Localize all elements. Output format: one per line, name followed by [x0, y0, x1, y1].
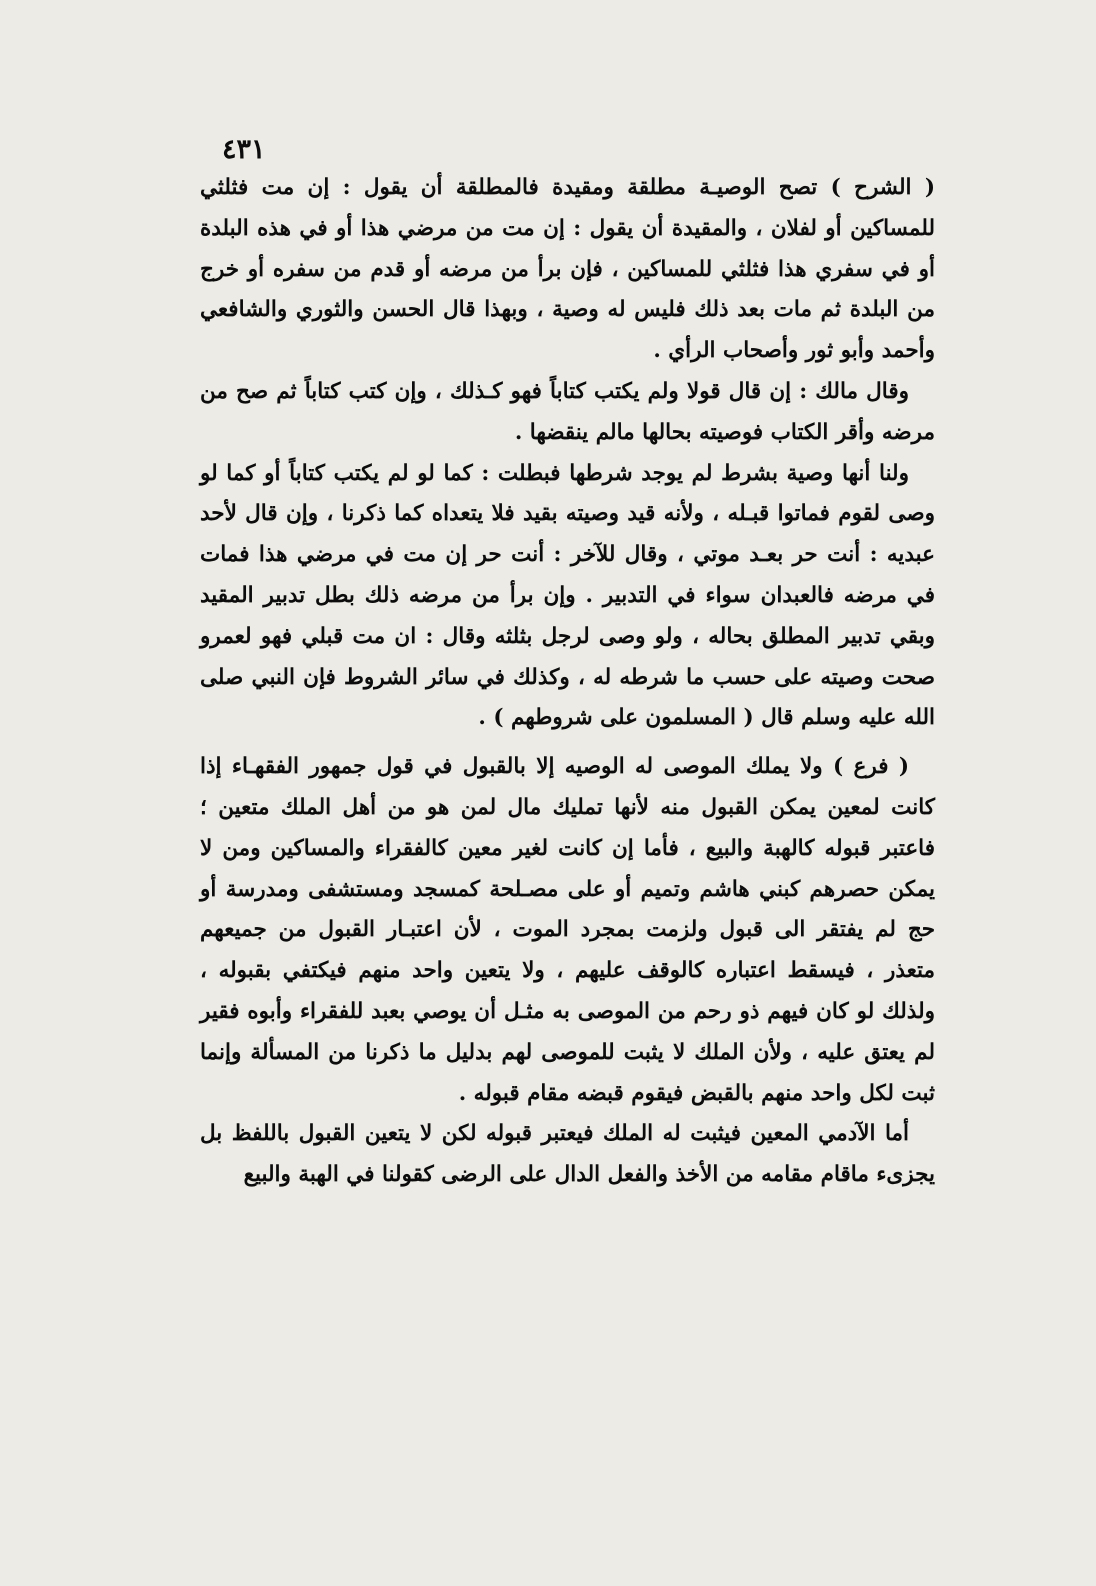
paragraph-adami: أما الآدمي المعين فيثبت له الملك فيعتبر قبوله لكن لا يتعين القبول باللفظ بل يجزىء ماقام مقامه من الأخذ والفعل الدال على الرضى كقولنا في الهبة والبيع	[200, 1121, 935, 1188]
paragraph-far: ( فرع ) ولا يملك الموصى له الوصيه إلا بالقبول في قول جمهور الفقهـاء إذا كانت لمعين يمكن القبول منه لأنها تمليك مال لمن هو من أهل الملك متعين ؛ فاعتبر قبوله كالهبة والبيع ، فأما إن كانت لغير معين كالفقراء والمساكين ومن لا يمكن حصرهم كبني هاشم وتميم أو على مصـلحة كمسجد ومستشفى ومدرسة أو حج لم يفتقر الى قبول ولزمت بمجرد الموت ، لأن اعتبـار القبول من جميعهم متعذر ، فيسقط اعتباره كالوقف عليهم ، ولا يتعين واحد منهم فيكتفي بقبوله ، ولذلك لو كان فيهم ذو رحم من الموصى به مثـل أن يوصي بعبد للفقراء وأبوه فقير لم يعتق عليه ، ولأن الملك لا يثبت للموصى لهم بدليل ما ذكرنا من المسألة وإنما ثبت لكل واحد منهم بالقبض فيقوم قبضه مقام قبوله .	[200, 754, 935, 1106]
page-number: ٤٣١	[222, 134, 266, 165]
body-text	[200, 168, 935, 1196]
paragraph-sharh: ( الشرح ) تصح الوصيـة مطلقة ومقيدة فالمطلقة أن يقول : إن مت فثلثي للمساكين أو لفلان ، والمقيدة أن يقول : إن مت من مرضي هذا أو في هذه البلدة أو في سفري هذا فثلثي للمساكين ، فإن برأ من مرضه أو قدم من سفره أو خرج من البلدة ثم مات بعد ذلك فليس له وصية ، وبهذا قال الحسن والثوري والشافعي وأحمد وأبو ثور وأصحاب الرأي .	[200, 175, 935, 364]
paragraph-walana: ولنا أنها وصية بشرط لم يوجد شرطها فبطلت : كما لو لم يكتب كتاباً أو كما لو وصى لقوم فماتوا قبـله ، ولأنه قيد وصيته بقيد فلا يتعداه كما ذكرنا ، وإن قال لأحد عبديه : أنت حر بعـد موتي ، وقال للآخر : أنت حر إن مت في مرضي هذا فمات في مرضه فالعبدان سواء في التدبير . وإن برأ من مرضه ذلك بطل تدبير المقيد وبقي تدبير المطلق بحاله ، ولو وصى لرجل بثلثه وقال : ان مت قبلي فهو لعمرو صحت وصيته على حسب ما شرطه له ، وكذلك في سائر الشروط فإن النبي صلى الله عليه وسلم قال ( المسلمون على شروطهم ) .	[200, 460, 935, 731]
paragraph-malik: وقال مالك : إن قال قولا ولم يكتب كتاباً فهو كـذلك ، وإن كتب كتاباً ثم صح من مرضه وأقر الكتاب فوصيته بحالها مالم ينقضها .	[200, 378, 935, 445]
